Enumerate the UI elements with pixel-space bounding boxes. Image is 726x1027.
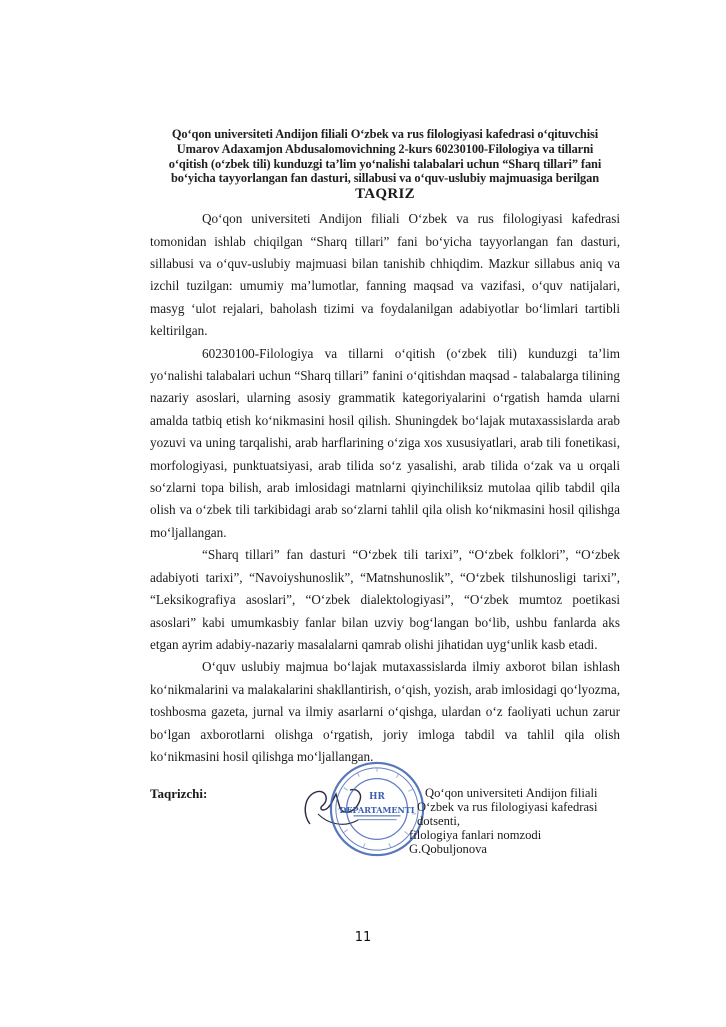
stamp-center-text: DEPARTAMENTI [339,805,415,816]
stamp-top-text: HR [369,792,385,803]
reviewer-line: filologiya fanlari nomzodi G.Qobuljonova [409,828,542,857]
paragraph: O‘quv uslubiy majmua bo‘lajak mutaxassislarda ilmiy axborot bilan ishlash ko‘nikmalarini va malakalarini shakllantirish, o‘qish, yozish, arab imlosidagi qo‘lyozma, toshbosma gazeta, jurnal va ilmiy asarlarni o‘qishga, ulardan o‘z faoliyati uchun zarur bo‘lgan axborotlarni olishga o‘rgatish, joriy imloga tabdil va tahlil qila olish ko‘nikmasini hosil qilishga mo‘ljallangan. [150,659,620,764]
reviewer-line: O‘zbek va rus filologiyasi kafedrasi dotsenti, [417,800,598,829]
page-number: 11 [354,930,372,945]
reviewer-label: Taqrizchi: [150,786,208,802]
reviewer-signature-block [150,778,620,868]
header-line: Qo‘qon universiteti Andijon filiali O‘zbek va rus filologiyasi kafedrasi o‘qituvchisi [171,127,599,141]
header-line: o‘qitish (o‘zbek tili) kunduzgi ta’lim yo‘nalishi talabalari uchun “Sharq tillari” fani [168,156,602,171]
paragraph: Qo‘qon universiteti Andijon filiali O‘zbek va rus filologiyasi kafedrasi tomonidan ishlab chiqilgan “Sharq tillari” fani bo‘yicha tayyorlangan fan dasturi, sillabusi va o‘quv-uslubiy majmuasi bilan tanishib chhiqdim. Mazkur sillabus aniq va izchil tuzilgan: umumiy ma’lumotlar, fanning maqsad va vazifasi, o‘quv natijalari, masyg ‘ulot rejalari, baholash tizimi va foydalanilgan adabiyotlar bo‘limlari tartibli keltirilgan. [150,211,620,339]
reviewer-info [409,786,620,857]
paragraph: “Sharq tillari” fan dasturi “O‘zbek tili tarixi”, “O‘zbek folklori”, “O‘zbek adabiyoti tarixi”, “Navoiyshunoslik”, “Matnshunoslik”, “O‘zbek tilshunosligi tarixi”, “Leksikografiya asoslari”, “O‘zbek dialektologiyasi”, “O‘zbek mumtoz poetikasi asoslari” kabi umumkasbiy fanlar bilan uzviy bog‘langan bo‘lib, ushbu fanlarda aks etgan ayrim adabiy-nazariy masalalarni qamrab olishi jihatidan uyg‘unlik kasb etadi. [150,547,620,652]
document-title: TAQRIZ [355,186,415,203]
document-header [150,127,620,186]
scanned-review-content [150,122,620,868]
paragraph: 60230100-Filologiya va tillarni o‘qitish (o‘zbek tili) kunduzgi ta’lim yo‘nalishi talabalari uchun “Sharq tillari” fanini o‘qitishdan maqsad - talabalarga tilining nazariy asoslari, ularning asosiy grammatik kategoriyalarini o‘rgatish hamda ularni amalda tatbiq etish ko‘nikmasini hosil qilish. Shuningdek bo‘lajak mutaxassislarda arab yozuvi va uning tarqalishi, arab harflarining o‘ziga xos xususiyatlari, arab tili fonetikasi, morfologiyasi, punktuatsiyasi, arab tilida so‘z yasalishi, arab tilida o‘zak va u orqali so‘zlarni topa bilish, arab imlosidagi matnlarni qiyinchiliksiz mutolaa qilib tabdil qila olish va o‘zbek tili tarkibidagi arab so‘zlarni tahlil qila olish ko‘nikmasini hosil qilishga mo‘ljallangan. [150,345,620,540]
reviewer-line: Qo‘qon universiteti Andijon filiali [425,786,598,801]
header-line: Umarov Adaxamjon Abdusalomovichning 2-kurs 60230100-Filologiya va tillarni [176,141,594,156]
header-line: bo‘yicha tayyorlangan fan dasturi, sillabusi va o‘quv-uslubiy majmuasiga berilgan [170,171,600,186]
